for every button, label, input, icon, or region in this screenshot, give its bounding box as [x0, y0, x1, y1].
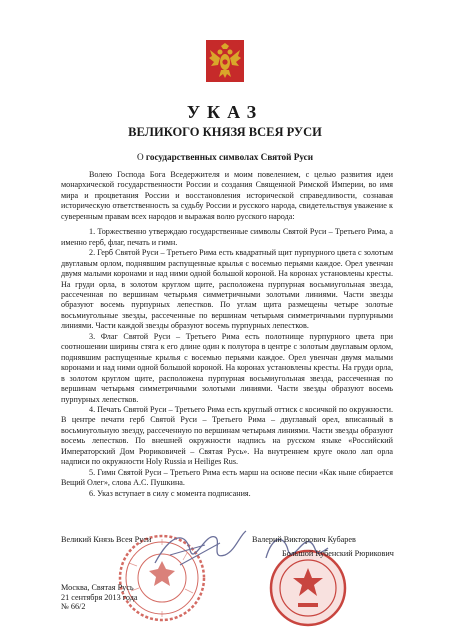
decree-place-date: [61, 583, 138, 612]
decree-item-5: 5. Гимн Святой Руси – Третьего Рима есть марш на основе песни «Как ныне сбирается Вещий Олег», слова А.С. Пушкина.: [61, 467, 393, 488]
signature-right-icon: [262, 528, 332, 568]
signatory-title-left: Великий Князь Всея Руси: [61, 535, 152, 544]
decree-title: УКАЗ: [186, 102, 264, 122]
decree-preamble: Волею Господа Бога Вседержителя и моим повелением, с целью развития идеи монархической государственности России и создания Священной Римской Империи, во имя мира и процветания России и восстановления исторической справедливости, сознавая историческую ответственность за судьбу России и русского народа, свидетельствуя уважение к суверенным правам всех народов и выражая волю русского народа:: [61, 170, 393, 221]
decree-item-1: 1. Торжественно утверждаю государственные символы Святой Руси – Третьего Рима, а именно герб, флаг, печать и гимн.: [61, 227, 393, 247]
decree-item-2: 2. Герб Святой Руси – Третьего Рима есть квадратный щит пурпурного цвета с золотым двуглавым орлом, поднявшим распущенные крылья с восемью перьями каждое. Орел увенчан двумя малыми коронами и над ними одной большой короной. На коронах установлены кресты. На груди орла, в золотом круглом щите, расположена пурпурная восьмиугольная звезда, рассеченная по вершинам четырьмя симметричными золотыми линиями. Части звезды образуют восемь пурпурных лепестков. По углам щита размещены четыре золотые восьмиугольные звезды, рассеченные по вершинам четырьмя симметричными пурпурными линиями. Части каждой звезды образуют восемь пурпурных лепестков.: [61, 248, 393, 331]
signature-left-icon: [150, 525, 250, 570]
decree-subtitle: ВЕЛИКОГО КНЯЗЯ ВСЕЯ РУСИ: [128, 125, 322, 139]
signatory-title-right: Большой Кубенский Рюрикович: [282, 549, 394, 558]
double-headed-eagle-emblem-icon: [206, 40, 244, 82]
decree-item-4: 4. Печать Святой Руси – Третьего Рима есть круглый оттиск с косичкой по окружности. В центре печати герб Святой Руси – Третьего Рима – двуглавый орел, вписанный в восьмиугольную звезду, рассеченную по вершинам четырьмя линиями. Части звезды образуют восемь лепестков. По внешней окружности надпись на русском языке «Российский Императорский Дом Рюриковичей – Святая Русь». На внутреннем круге около лап орла надписи по окружности Holy Russia и Heiliges Rus.: [61, 404, 393, 467]
decree-item-3: 3. Флаг Святой Руси – Третьего Рима есть полотнище пурпурного цвета при соотношении ширины стяга к его длине один к полутора в центре с золотым двуглавым орлом, поднявшим распущенные крылья с восемью перьями каждое. Орел увенчан двумя малыми коронами и над ними одной большой короной. На коронах установлены кресты. На груди орла, в золотом круглом щите, расположена пурпурная восьмиугольная звезда, рассеченная по вершинам четырьмя симметричными золотыми линиями. Части звезды образуют восемь пурпурных лепестков.: [61, 331, 393, 404]
decree-about-line: [0, 152, 450, 162]
signatory-name-right: Валерий Викторович Кубарев: [252, 535, 356, 544]
about-subject: государственных символах Святой Руси: [145, 152, 314, 162]
about-prefix: О: [136, 152, 146, 162]
decree-number: № 66/2: [61, 602, 86, 612]
decree-place: Москва, Святая Русь: [61, 583, 134, 592]
decree-body: [61, 170, 393, 499]
decree-date: 21 сентября 2013 года: [61, 592, 138, 602]
decree-item-6: 6. Указ вступает в силу с момента подписания.: [89, 488, 251, 498]
